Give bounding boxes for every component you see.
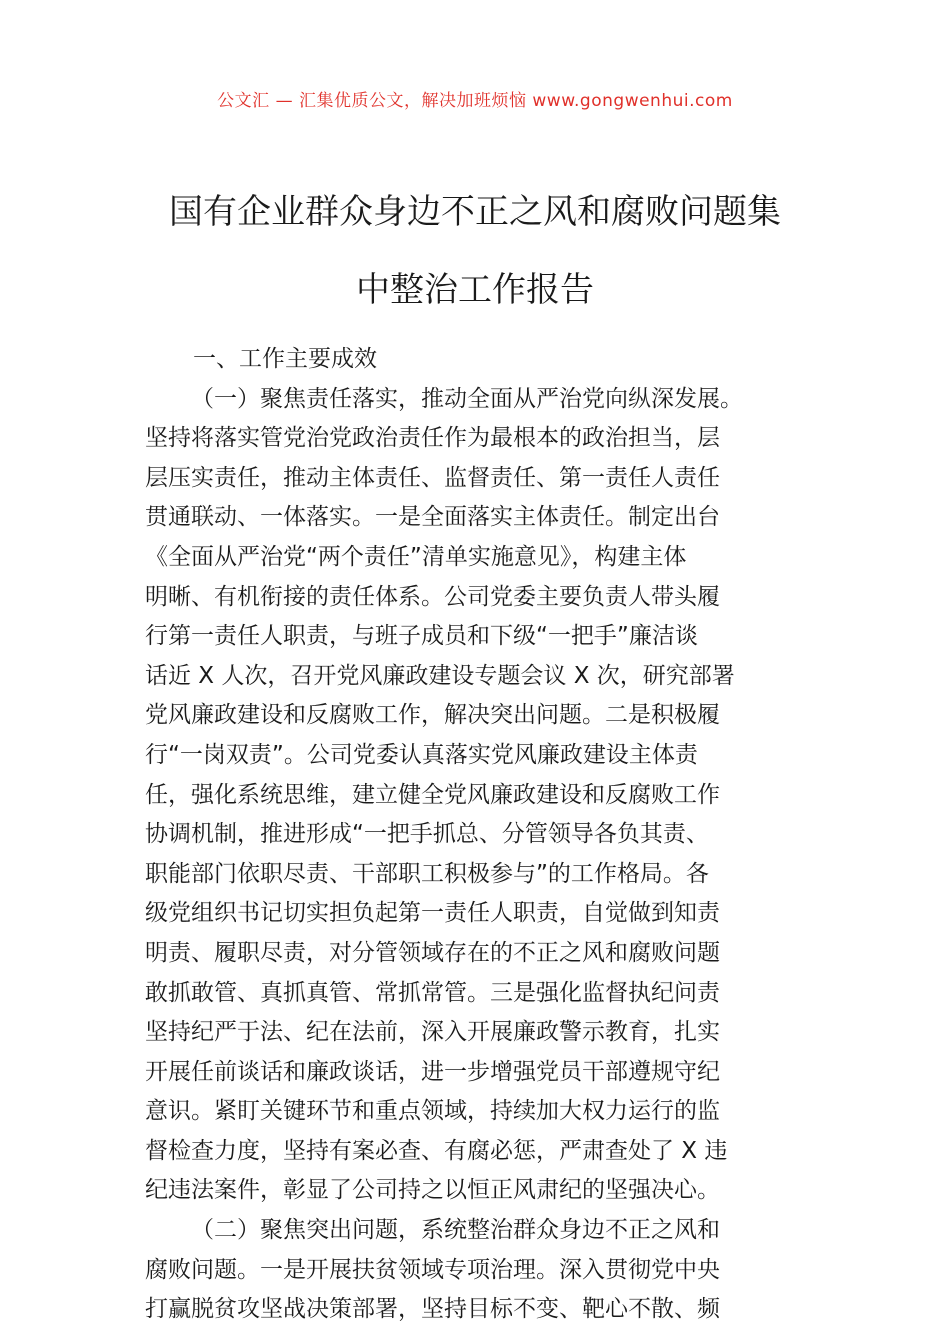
section-heading: 一、工作主要成效 [193, 346, 377, 372]
paragraph-line: （二）聚焦突出问题，系统整治群众身边不正之风和 [191, 1217, 720, 1244]
paragraph-line: 纪违法案件，彰显了公司持之以恒正风肃纪的坚强决心。 [145, 1177, 720, 1204]
paragraph-line: 敢抓敢管、真抓真管、常抓常管。三是强化监督执纪问责 [145, 979, 720, 1006]
paragraph-line: （一）聚焦责任落实，推动全面从严治党向纵深发展。 [191, 385, 743, 412]
paragraph-line: 坚持将落实管党治党政治责任作为最根本的政治担当，层 [145, 425, 720, 452]
title-line-1: 国有企业群众身边不正之风和腐败问题集 [169, 191, 781, 232]
paragraph-line: 行“一岗双责”。公司党委认真落实党风廉政建设主体责 [145, 741, 698, 768]
paragraph-line: 协调机制，推进形成“一把手抓总、分管领导各负其责、 [145, 821, 709, 848]
paragraph-line: 明责、履职尽责，对分管领域存在的不正之风和腐败问题 [145, 939, 720, 966]
paragraph-line: 腐败问题。一是开展扶贫领域专项治理。深入贯彻党中央 [145, 1256, 720, 1283]
paragraph-line: 开展任前谈话和廉政谈话，进一步增强党员干部遵规守纪 [145, 1058, 720, 1085]
paragraph-line: 明晰、有机衔接的责任体系。公司党委主要负责人带头履 [145, 583, 720, 610]
paragraph-line: 层压实责任，推动主体责任、监督责任、第一责任人责任 [145, 464, 720, 491]
paragraph-line: 督检查力度，坚持有案必查、有腐必惩，严肃查处了 X 违 [145, 1137, 728, 1164]
paragraph-line: 意识。紧盯关键环节和重点领域，持续加大权力运行的监 [145, 1098, 720, 1125]
title-line-2: 中整治工作报告 [356, 269, 594, 310]
paragraph-line: 任，强化系统思维，建立健全党风廉政建设和反腐败工作 [145, 781, 720, 808]
paragraph-line: 《全面从严治党“两个责任”清单实施意见》，构建主体 [145, 543, 687, 570]
paragraph-line: 坚持纪严于法、纪在法前，深入开展廉政警示教育，扎实 [145, 1019, 720, 1046]
document-title [120, 173, 830, 329]
paragraph-line: 贯通联动、一体落实。一是全面落实主体责任。制定出台 [145, 504, 720, 531]
paragraph-line: 党风廉政建设和反腐败工作，解决突出问题。二是积极履 [145, 702, 720, 729]
paragraph-line: 职能部门依职尽责、干部职工积极参与”的工作格局。各 [145, 860, 709, 887]
header-banner: 公文汇 — 汇集优质公文，解决加班烦恼 www.gongwenhui.com [217, 91, 733, 111]
paragraph-line: 级党组织书记切实担负起第一责任人职责，自觉做到知责 [145, 900, 720, 927]
paragraph-line: 话近 X 人次，召开党风廉政建设专题会议 X 次，研究部署 [145, 662, 735, 689]
paragraph-line: 打赢脱贫攻坚战决策部署，坚持目标不变、靶心不散、频 [145, 1296, 720, 1323]
paragraph-line: 行第一责任人职责，与班子成员和下级“一把手”廉洁谈 [145, 623, 698, 650]
document-body [145, 340, 810, 1330]
